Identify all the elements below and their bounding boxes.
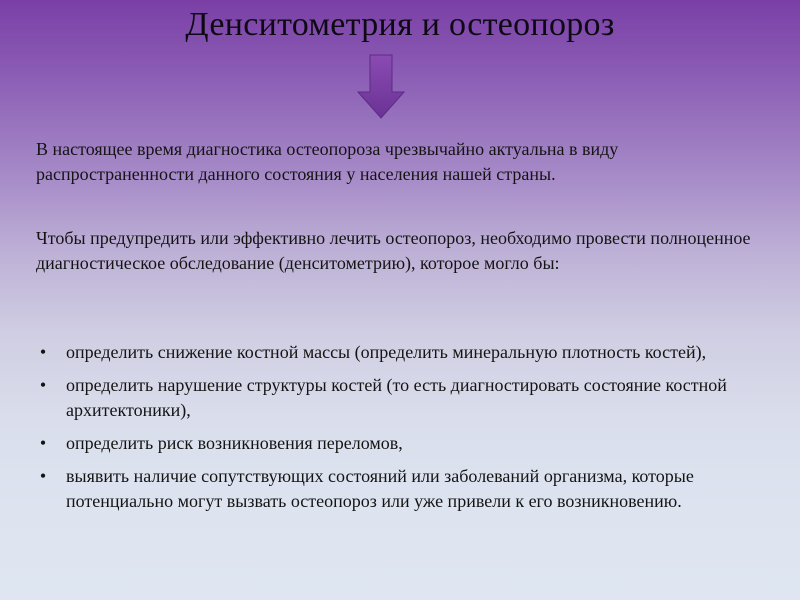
bullet-marker: • <box>39 342 47 362</box>
bullet-marker: • <box>39 433 47 453</box>
list-item <box>36 464 756 514</box>
list-item-text: выявить наличие сопутствующих состояний или заболеваний организма, которые потенциально могут вызвать остеопороз или уже привели к его возникновению. <box>66 466 694 511</box>
list-item-text: определить снижение костной массы (определить минеральную плотность костей), <box>66 342 707 362</box>
down-arrow-icon <box>357 54 405 120</box>
list-item <box>36 340 756 365</box>
list-item <box>36 431 756 456</box>
slide-title: Денситометрия и остеопороз <box>185 6 615 43</box>
bullet-marker: • <box>39 375 47 395</box>
bullet-marker: • <box>39 466 47 486</box>
bullet-list <box>36 340 756 522</box>
intro-paragraph: В настоящее время диагностика остеопороза чрезвычайно актуальна в виду распространенности данного состояния у населения нашей страны. <box>36 139 619 184</box>
purpose-paragraph: Чтобы предупредить или эффективно лечить остеопороз, необходимо провести полноценное диагностическое обследование (денситометрию), которое могло бы: <box>36 228 751 273</box>
list-item-text: определить риск возникновения переломов, <box>66 433 403 453</box>
list-item <box>36 373 756 423</box>
list-item-text: определить нарушение структуры костей (то есть диагностировать состояние костной архитектоники), <box>66 375 727 420</box>
